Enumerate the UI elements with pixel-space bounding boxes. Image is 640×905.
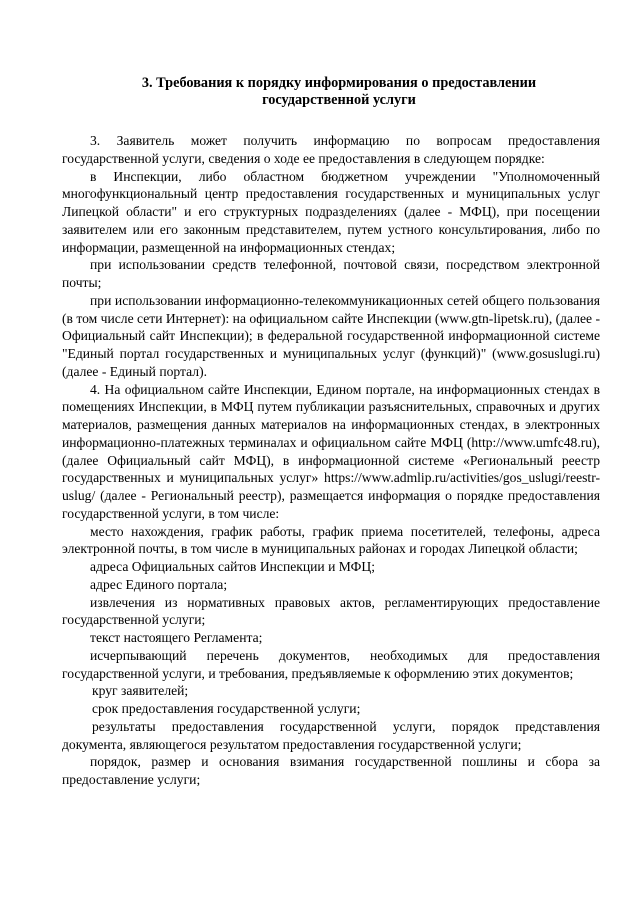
paragraph: в Инспекции, либо областном бюджетном учреждении "Уполномоченный многофункциональный центр предоставления государственных и муниципальных услуг Липецкой области" и его структурных подразделениях (далее - МФЦ), при посещении заявителем или его законным представителем, путем устного консультирования, либо по информации, размещенной на информационных стендах; xyxy=(62,168,600,255)
paragraph: 4. На официальном сайте Инспекции, Едином портале, на информационных стендах в помещениях Инспекции, в МФЦ путем публикации разъяснительных, справочных и других материалов, размещения данных материалов на информационных стендах, в электронных информационно-платежных терминалах и официальном сайте МФЦ (http://www.umfc48.ru), (далее Официальный сайт МФЦ), в информационной системе «Региональный реестр государственных и муниципальных услуг» https://www.admlip.ru/activities/gos_uslugi/reestr-uslug/ (далее - Региональный реестр), размещается информация о порядке предоставления государственной услуги, в том числе: xyxy=(62,381,600,521)
paragraph: срок предоставления государственной услуги; xyxy=(92,701,361,716)
paragraph: при использовании средств телефонной, почтовой связи, посредством электронной почты; xyxy=(62,257,600,290)
section-heading-line-2: государственной услуги xyxy=(262,92,416,108)
paragraph: извлечения из нормативных правовых актов, регламентирующих предоставление государственной услуги; xyxy=(62,594,600,628)
section-body xyxy=(62,132,600,789)
paragraph: место нахождения, график работы, график приема посетителей, телефоны, адреса электронной почты, в том числе в муниципальных районах и городах Липецкой области; xyxy=(62,523,600,557)
paragraph: 3. Заявитель может получить информацию по вопросам предоставления государственной услуги, сведения о ходе ее предоставления в следующем порядке: xyxy=(62,133,600,166)
paragraph: исчерпывающий перечень документов, необходимых для предоставления государственной услуги, и требования, предъявляемые к оформлению этих документов; xyxy=(62,647,600,681)
paragraph: результаты предоставления государственной услуги, порядок представления документа, являющегося результатом предоставления государственной услуги; xyxy=(62,718,600,752)
paragraph: адрес Единого портала; xyxy=(90,576,228,592)
paragraph: при использовании информационно-телекоммуникационных сетей общего пользования (в том числе сети Интернет): на официальном сайте Инспекции (www.gtn-lipetsk.ru), (далее - Официальный сайт Инспекции); в федеральной государственной информационной системе "Единый портал государственных и муниципальных услуг (функций)" (www.gosuslugi.ru) (далее - Единый портал). xyxy=(62,292,600,379)
paragraph: текст настоящего Регламента; xyxy=(90,630,263,645)
paragraph: круг заявителей; xyxy=(92,683,189,699)
section-heading xyxy=(62,75,600,109)
paragraph: порядок, размер и основания взимания государственной пошлины и сбора за предоставление услуги; xyxy=(62,754,600,787)
section-heading-line-1: 3. Требования к порядку информирования о предоставлении xyxy=(141,75,537,91)
paragraph: адреса Официальных сайтов Инспекции и МФЦ; xyxy=(90,559,375,574)
